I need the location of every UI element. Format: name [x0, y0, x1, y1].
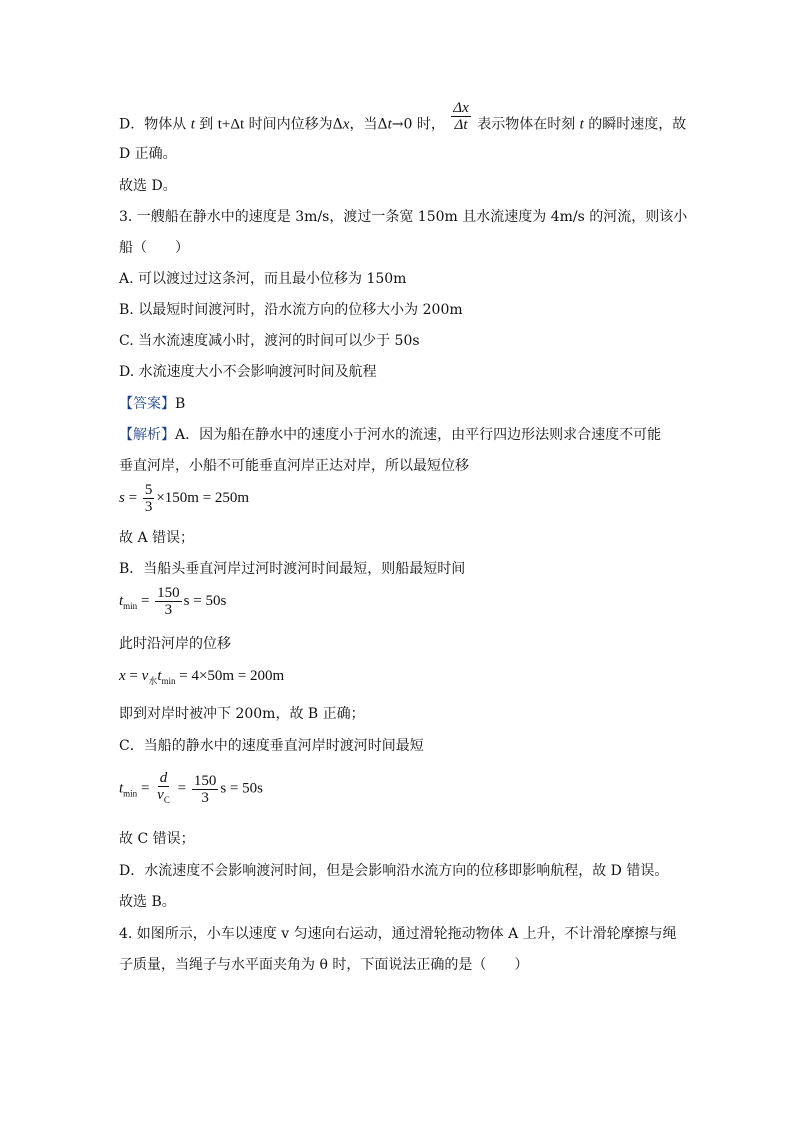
analysis-d-line1: D．水流速度不会影响渡河时间，但是会影响沿水流方向的位移即影响航程，故 D 错误。 [119, 863, 669, 879]
q3-option-d: D. 水流速度大小不会影响渡河时间及航程 [119, 364, 377, 380]
analysis-label: 【解析】 [119, 427, 175, 443]
fraction-dx-dt [451, 100, 470, 133]
fraction [155, 770, 172, 808]
text: ，当Δ [349, 116, 388, 133]
analysis-a-conclusion: 故 A 错误； [119, 530, 195, 546]
equation-x [119, 666, 284, 691]
text: A．因为船在静水中的速度小于河水的流速，由平行四边形法则求合速度不可能 [175, 427, 662, 443]
text: 时间内位移为Δ [244, 116, 343, 133]
var-v: v [141, 668, 149, 684]
var-t: t [157, 668, 162, 684]
answer-label: 【答案】 [119, 396, 175, 412]
expr-t-dt: t+Δt [217, 116, 245, 133]
analysis-b-line2: 此时沿河岸的位移 [119, 636, 231, 652]
q3-option-a: A. 可以渡过过这条河，而且最小位移为 150m [119, 271, 407, 287]
eq-lhs: x [119, 668, 126, 684]
text: D．物体从 [119, 116, 191, 133]
fraction-numerator: Δx [453, 100, 469, 116]
fraction-denominator: Δt [454, 117, 468, 133]
q3-option-c: C. 当水流速度减小时，渡河的时间可以少于 50s [119, 333, 420, 349]
eq-sign: = [137, 592, 154, 609]
option-d-explanation-line1 [119, 100, 687, 141]
eq-rest: s = 50s [183, 592, 227, 609]
equation-tmin [119, 585, 226, 618]
eq-subscript: min [161, 676, 176, 686]
analysis-c-conclusion: 故 C 错误； [119, 831, 195, 847]
fraction-numerator: 5 [144, 482, 153, 498]
equation-s [119, 482, 249, 515]
analysis-c-line1: C．当船的静水中的速度垂直河岸时渡河时间最短 [119, 738, 424, 754]
eq-sign: = [124, 489, 141, 506]
var-v: v [157, 787, 164, 803]
text: 表示物体在时刻 [472, 116, 580, 133]
fraction [155, 585, 182, 618]
eq-lhs: s [119, 489, 125, 506]
var-t: t [579, 116, 584, 133]
analysis-a-line1 [119, 425, 661, 445]
analysis-b-line1: B．当船头垂直河岸过河时渡河时间最短，则船最短时间 [119, 561, 466, 577]
text: 的瞬时速度，故 [583, 116, 687, 133]
text: →0 时， [391, 116, 445, 133]
eq-lhs: t [119, 780, 124, 797]
fraction [192, 773, 219, 806]
var-x: x [342, 116, 350, 133]
fraction-denominator: 3 [201, 789, 209, 806]
fraction-numerator: 150 [193, 772, 217, 789]
q3-stem-line2: 船（ ） [119, 240, 189, 256]
eq-sign: = [137, 780, 154, 797]
eq-sign: = [125, 668, 142, 684]
fraction-denominator: 3 [164, 602, 173, 618]
fraction-numerator: 150 [157, 585, 180, 601]
answer-line [119, 394, 185, 414]
fraction [143, 482, 155, 515]
fraction-numerator: d [159, 770, 168, 786]
analysis-b-conclusion: 即到对岸时被冲下 200m，故 B 正确； [119, 706, 365, 722]
eq-rest: s = 50s [220, 780, 263, 797]
fraction-denominator [155, 787, 172, 808]
answer-value: B [175, 396, 186, 412]
q4-stem-line2: 子质量，当绳子与水平面夹角为 θ 时，下面说法正确的是（ ） [119, 957, 529, 973]
eq-subscript: min [123, 600, 138, 611]
eq-subscript: min [123, 788, 138, 799]
q3-stem-line1: 3. 一艘船在静水中的速度是 3m/s，渡过一条宽 150m 且水流速度为 4m/s 的河流，则该小 [119, 209, 688, 225]
equation-tmin-c [119, 770, 263, 808]
option-d-explanation-line2: D 正确。 [119, 146, 177, 162]
eq-rest: = 4×50m = 200m [175, 668, 285, 684]
eq-lhs: t [119, 592, 124, 609]
eq-subscript: 水 [148, 676, 158, 686]
var-t: t [387, 116, 392, 133]
eq-rest: ×150m = 250m [156, 489, 250, 506]
eq-subscript: C [163, 795, 170, 805]
fraction-denominator: 3 [144, 499, 153, 515]
analysis-choose-b: 故选 B。 [119, 894, 176, 910]
q4-stem-line1: 4. 如图所示，小车以速度 v 匀速向右运动，通过滑轮拖动物体 A 上升，不计滑轮摩擦与绳 [119, 926, 677, 942]
eq-sign: = [173, 780, 190, 797]
choose-d-conclusion: 故选 D。 [119, 178, 177, 194]
analysis-a-line2: 垂直河岸，小船不可能垂直河岸正达对岸，所以最短位移 [119, 458, 469, 474]
var-t: t [190, 116, 195, 133]
q3-option-b: B. 以最短时间渡河时，沿水流方向的位移大小为 200m [119, 302, 463, 318]
text: 到 [194, 116, 218, 133]
